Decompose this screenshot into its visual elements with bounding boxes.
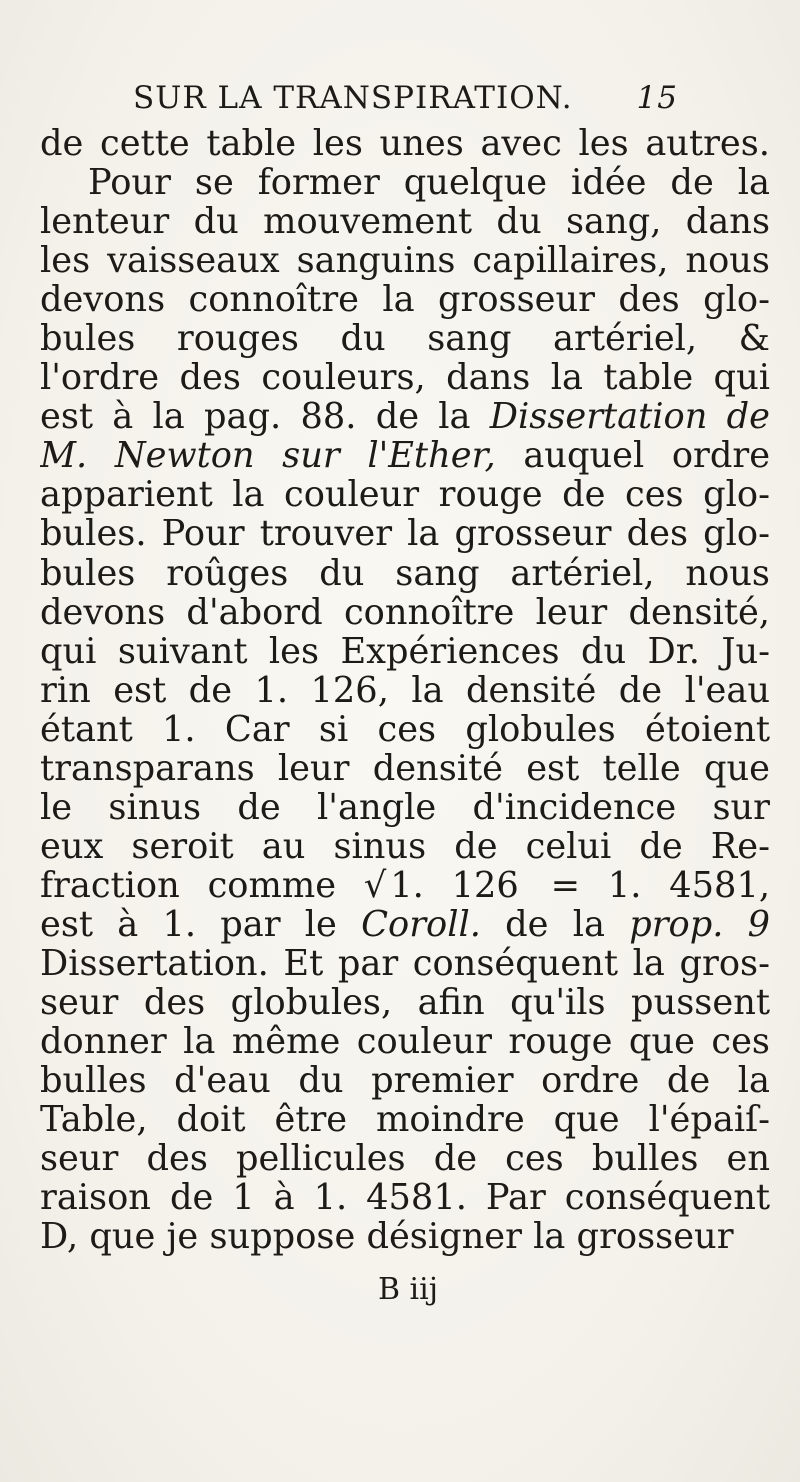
- text-line-12: bules roûges du sang artériel, nous: [40, 553, 770, 593]
- text-line-4: les vaisseaux sanguins capillaires, nous: [40, 241, 770, 281]
- equals-value: = 1. 4581,: [550, 865, 770, 905]
- page-number: 15: [636, 80, 678, 116]
- text-line-21: [40, 905, 770, 944]
- text-line-17: transparans leur densité est telle que: [40, 748, 770, 788]
- body-text: [40, 124, 770, 1256]
- running-title: SUR LA TRANSPIRATION.: [133, 80, 573, 116]
- text-line-10: apparient la couleur rouge de ces glo-: [40, 475, 770, 515]
- text-line-27: seur des pellicules de ces bulles en: [40, 1139, 770, 1179]
- italic-m: M.: [40, 436, 88, 476]
- text-line-18: le sinus de l'angle d'incidence sur: [40, 787, 770, 827]
- text-line-9: [40, 436, 770, 475]
- text-segment: est à 1. par le: [40, 904, 337, 944]
- text-line-22: Dissertation. Et par conséquent la gros-: [40, 943, 770, 984]
- text-line-28: raison de 1 à 1. 4581. Par conséquent: [40, 1178, 770, 1218]
- text-line-13: devons d'abord connoître leur densité,: [40, 592, 770, 632]
- text-line-24: donner la même couleur rouge que ces: [40, 1022, 770, 1062]
- text-line-3: lenteur du mouvement du sang, dans: [40, 202, 770, 242]
- italic-coroll: Coroll.: [361, 904, 481, 944]
- text-line-6: bules rouges du sang artériel, &: [40, 319, 770, 359]
- text-line-29: D, que je suppose désigner la grosseur: [40, 1217, 734, 1257]
- text-segment: fraction comme: [40, 865, 337, 905]
- sqrt-sign: √: [363, 865, 387, 905]
- text-line-11: bules. Pour trouver la grosseur des glo-: [40, 514, 770, 554]
- text-line-19: eux seroit au sinus de celui de Re-: [40, 826, 770, 866]
- text-line-20: [40, 866, 770, 905]
- text-line-2: Pour se former quelque idée de la: [88, 163, 770, 203]
- text-line-7: l'ordre des couleurs, dans la table qui: [40, 358, 770, 398]
- text-segment: est à la pag. 88. de la: [40, 397, 471, 437]
- text-line-25: bulles d'eau du premier ordre de la: [40, 1061, 770, 1101]
- text-line-8: [40, 397, 770, 436]
- text-segment: auquel ordre: [523, 436, 770, 476]
- text-line-26: Table, doit être moindre que l'épaiſ-: [40, 1100, 770, 1140]
- text-line-5: devons connoître la grosseur des glo-: [40, 280, 770, 320]
- text-line-15: rin est de 1. 126, la densité de l'eau: [40, 670, 770, 710]
- text-line-16: étant 1. Car si ces globules étoient: [40, 709, 770, 749]
- text-line-1: de cette table les unes avec les autres.: [40, 124, 770, 164]
- text-line-23: seur des globules, afin qu'ils pussent: [40, 983, 770, 1023]
- signature-mark: [0, 1272, 800, 1307]
- text-segment: de la: [505, 904, 605, 944]
- sqrt-value: 1. 126: [386, 866, 523, 905]
- text-line-14: qui suivant les Expériences du Dr. Ju-: [40, 631, 770, 671]
- signature-text: B iij: [377, 1272, 439, 1307]
- italic-dissertation: Dissertation de: [489, 397, 770, 437]
- italic-prop: prop. 9: [629, 904, 770, 944]
- italic-newton: Newton sur l'Ether,: [114, 436, 496, 476]
